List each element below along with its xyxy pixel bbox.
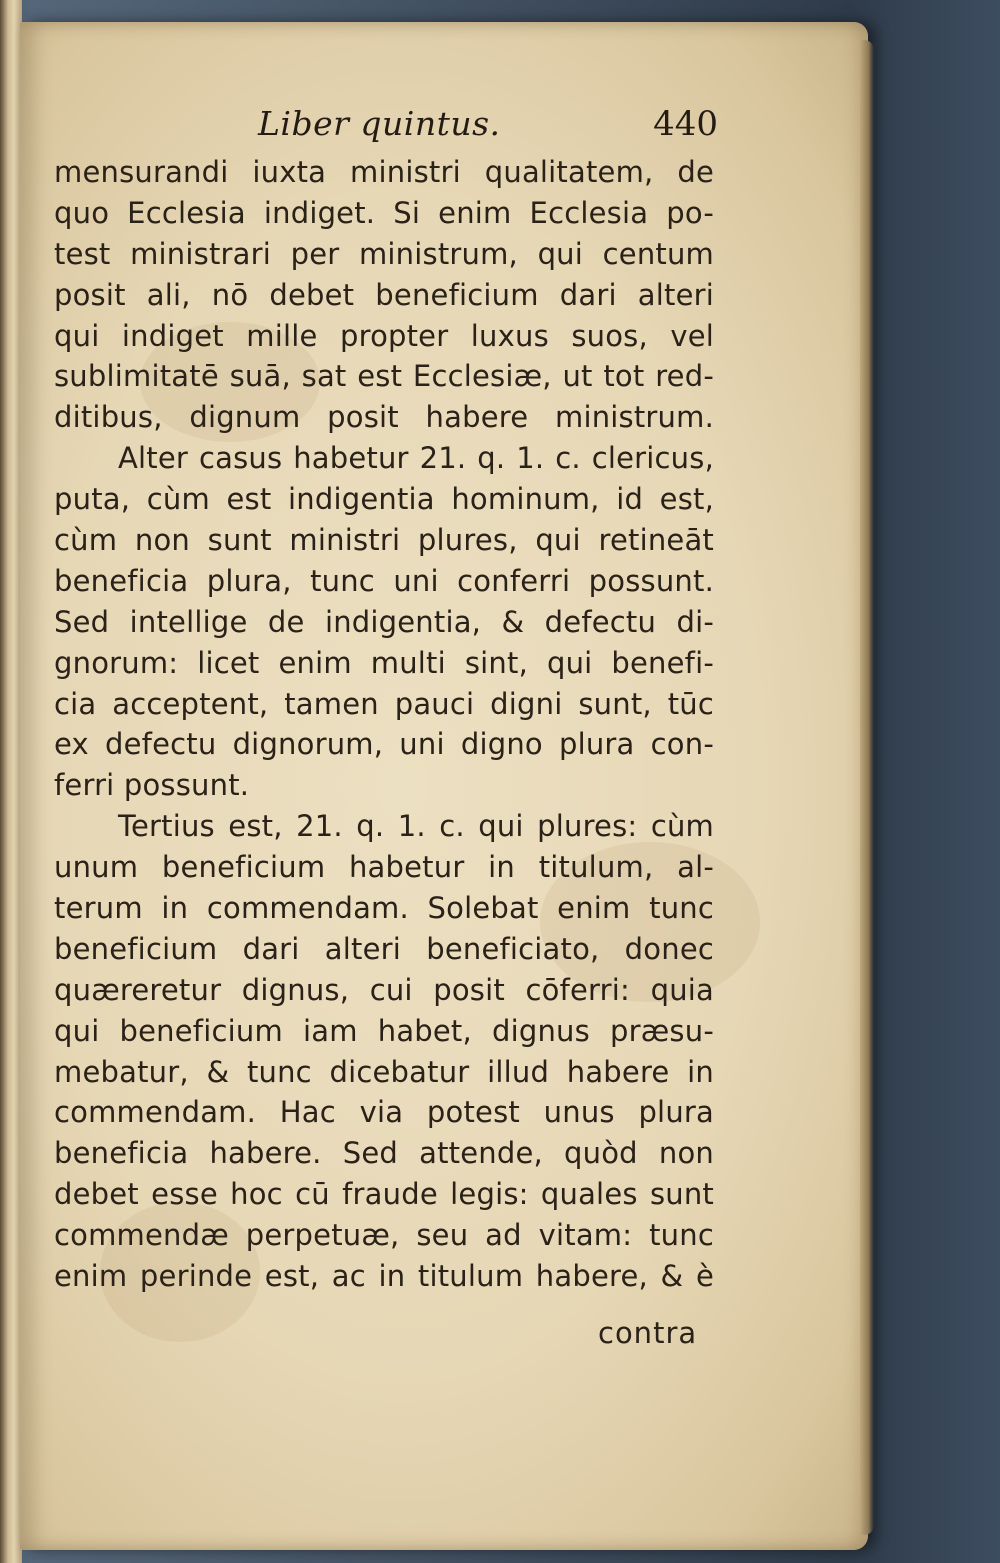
text-line: cùm non sunt ministri plures, qui retineāt xyxy=(54,523,714,558)
text-line: ex defectu dignorum, uni digno plura con- xyxy=(54,727,714,762)
text-line: qui beneficium iam habet, dignus præsu- xyxy=(54,1013,714,1048)
text-line: beneficium dari alteri beneficiato, donec xyxy=(54,931,714,966)
text-line: enim perinde est, ac in titulum habere, & è xyxy=(54,1259,714,1294)
text-line: beneficia plura, tunc uni conferri possunt. xyxy=(54,563,714,598)
text-line: quæreretur dignus, cui posit cōferri: quia xyxy=(54,972,714,1007)
text-line: quo Ecclesia indiget. Si enim Ecclesia po- xyxy=(54,195,714,230)
page-header xyxy=(258,100,718,150)
text-line: sublimitatē suā, sat est Ecclesiæ, ut tot red- xyxy=(54,359,714,394)
text-line: test ministrari per ministrum, qui centum xyxy=(54,236,714,271)
text-line: mensurandi iuxta ministri qualitatem, de xyxy=(54,155,714,189)
text-line: terum in commendam. Solebat enim tunc xyxy=(54,891,714,926)
facing-page-edge xyxy=(0,0,22,1563)
text-line: cia acceptent, tamen pauci digni sunt, tūc xyxy=(54,686,714,721)
text-line: mebatur, & tunc dicebatur illud habere in xyxy=(54,1054,714,1089)
text-line: unum beneficium habetur in titulum, al- xyxy=(54,850,714,885)
text-line: puta, cùm est indigentia hominum, id est, xyxy=(54,482,714,517)
text-line: qui indiget mille propter luxus suos, vel xyxy=(54,318,714,353)
text-line: beneficia habere. Sed attende, quòd non xyxy=(54,1136,714,1171)
text-line: gnorum: licet enim multi sint, qui benefi- xyxy=(54,645,714,680)
running-head: Liber quintus. xyxy=(258,104,501,143)
text-line: ditibus, dignum posit habere ministrum. xyxy=(54,400,714,435)
text-line: posit ali, nō debet beneficium dari alteri xyxy=(54,277,714,312)
text-line: commendæ perpetuæ, seu ad vitam: tunc xyxy=(54,1218,714,1253)
text-line: Sed intellige de indigentia, & defectu di- xyxy=(54,604,714,639)
catchword: contra xyxy=(598,1316,698,1350)
page-number: 440 xyxy=(653,104,718,144)
body-text xyxy=(54,152,714,1297)
page-fore-edge xyxy=(860,40,874,1535)
text-line: Alter casus habetur 21. q. 1. c. clericus, xyxy=(118,441,714,476)
text-line: debet esse hoc cū fraude legis: quales sunt xyxy=(54,1177,714,1212)
text-line: commendam. Hac via potest unus plura xyxy=(54,1095,714,1130)
text-line: ferri possunt. xyxy=(54,768,250,803)
text-line: Tertius est, 21. q. 1. c. qui plures: cùm xyxy=(118,809,714,844)
